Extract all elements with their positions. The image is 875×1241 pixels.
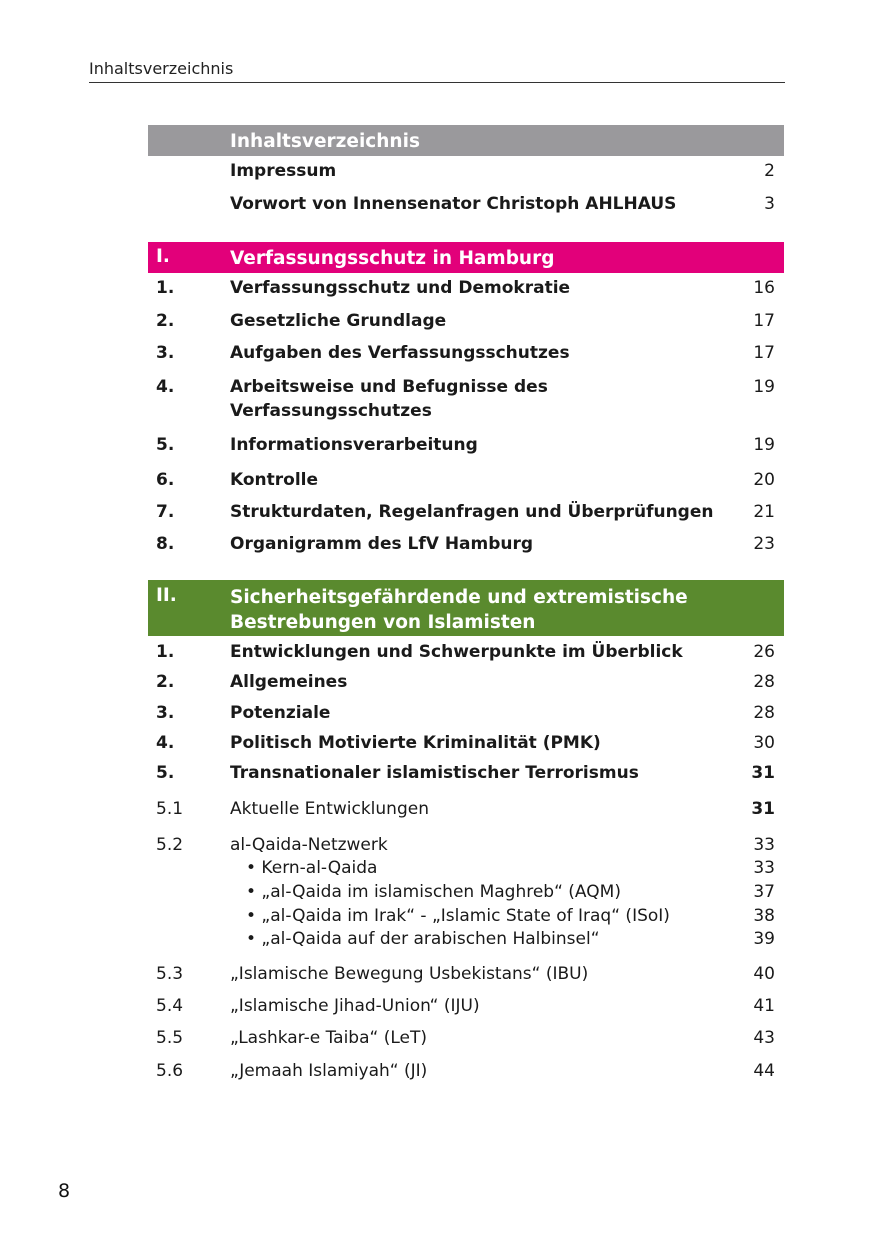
toc-subentry[interactable] [246,905,784,928]
toc-subentry-page: 39 [753,929,775,949]
toc-entry-page: 20 [753,470,775,490]
toc-entry-title: Verfassungsschutz und Demokratie [230,278,571,298]
toc-entry-num: 3. [156,343,175,363]
toc-entry-page: 2 [764,161,775,181]
toc-section-1-num: I. [156,246,170,267]
toc-section-2-heading-line-1: Sicherheitsgefährdende und extremistische [230,587,688,608]
toc-entry-page: 17 [753,343,775,363]
toc-entry-num: 1. [156,278,175,298]
toc-entry-num: 4. [156,733,175,753]
toc-entry-title: Strukturdaten, Regelanfragen und Überprüfungen [230,502,714,522]
toc-entry-num: 3. [156,703,175,723]
toc-entry-title: Aufgaben des Verfassungsschutzes [230,343,570,363]
toc-entry-page: 26 [753,642,775,662]
toc-section-2-band [148,580,784,636]
toc-entry-title: Entwicklungen und Schwerpunkte im Überblick [230,642,683,662]
toc-entry-page: 3 [764,194,775,214]
toc-entry-page: 44 [753,1061,775,1081]
toc-entry-num: 1. [156,642,175,662]
toc-entry-title: „Islamische Jihad-Union“ (IJU) [230,996,480,1016]
toc-entry-title: Informationsverarbeitung [230,435,478,455]
toc-entry-title-line-1: Arbeitsweise und Befugnisse des [230,377,548,397]
toc-entry-num: 5.5 [156,1028,184,1048]
toc-entry-title: Aktuelle Entwicklungen [230,799,429,819]
toc-entry-num: 5.4 [156,996,184,1016]
toc-entry-num: 4. [156,377,175,397]
toc-entry-num: 5.1 [156,799,184,819]
toc-entry[interactable] [148,376,784,424]
toc-front-heading: Inhaltsverzeichnis [230,131,420,152]
toc-section-1-heading: Verfassungsschutz in Hamburg [230,248,555,269]
toc-subentry-title: • „al-Qaida im Irak“ - „Islamic State of Iraq“ (ISoI) [246,906,670,926]
running-head: Inhaltsverzeichnis [89,59,234,78]
toc-section-1-band [148,242,784,273]
toc-entry-title: Potenziale [230,703,331,723]
toc-entry-title: Allgemeines [230,672,348,692]
toc-entry-num: 5. [156,435,175,455]
toc-entry-num: 8. [156,534,175,554]
toc-entry-title: „Jemaah Islamiyah“ (JI) [230,1061,428,1081]
toc-section-2-heading-line-2: Bestrebungen von Islamisten [230,612,536,633]
toc-entry-page: 40 [753,964,775,984]
toc-entry-page: 28 [753,672,775,692]
toc-subentry-page: 33 [753,858,775,878]
toc-subentry[interactable] [246,928,784,951]
toc-entry-num: 5. [156,763,175,783]
toc-entry-page: 16 [753,278,775,298]
toc-subentry[interactable] [246,857,784,880]
toc-entry-page: 23 [753,534,775,554]
toc-entry-page: 31 [751,799,775,819]
toc-subentry-title: • „al-Qaida im islamischen Maghreb“ (AQM) [246,882,621,902]
toc-entry-title: „Lashkar-e Taiba“ (LeT) [230,1028,427,1048]
toc-entry-page: 21 [753,502,775,522]
toc-entry-num: 5.6 [156,1061,184,1081]
toc-subentry-title: • „al-Qaida auf der arabischen Halbinsel“ [246,929,600,949]
toc-entry-num: 7. [156,502,175,522]
toc-entry-title: al-Qaida-Netzwerk [230,835,388,855]
toc-entry-title-line-2: Verfassungsschutzes [230,401,432,421]
toc-entry-page: 19 [753,377,775,397]
toc-entry-page: 19 [753,435,775,455]
toc-entry-title: Politisch Motivierte Kriminalität (PMK) [230,733,601,753]
toc-entry-page: 43 [753,1028,775,1048]
toc-entry-page: 17 [753,311,775,331]
toc-entry-title: Transnationaler islamistischer Terrorismus [230,763,639,783]
toc-entry-page: 28 [753,703,775,723]
toc-entry-num: 6. [156,470,175,490]
toc-entry-title: Gesetzliche Grundlage [230,311,447,331]
toc-entry-title: Kontrolle [230,470,319,490]
toc-entry-title: Vorwort von Innensenator Christoph AHLHAUS [230,194,677,214]
page-number: 8 [58,1180,71,1202]
toc-subentry[interactable] [246,881,784,904]
toc-entry-title: Organigramm des LfV Hamburg [230,534,534,554]
toc-entry-num: 2. [156,311,175,331]
toc-subentry-page: 37 [753,882,775,902]
toc-entry-page: 31 [751,763,775,783]
toc-entry-num: 5.3 [156,964,184,984]
toc-subentry-title: • Kern-al-Qaida [246,858,378,878]
toc-entry-num: 5.2 [156,835,184,855]
toc-subentry-page: 38 [753,906,775,926]
toc-section-2-num: II. [156,585,177,606]
toc-entry-page: 41 [753,996,775,1016]
toc-entry-title: Impressum [230,161,337,181]
toc-entry-page: 30 [753,733,775,753]
header-rule [89,82,785,83]
toc-entry-num: 2. [156,672,175,692]
toc-front-heading-band [148,125,784,156]
toc-entry-title: „Islamische Bewegung Usbekistans“ (IBU) [230,964,589,984]
toc-entry-page: 33 [753,835,775,855]
